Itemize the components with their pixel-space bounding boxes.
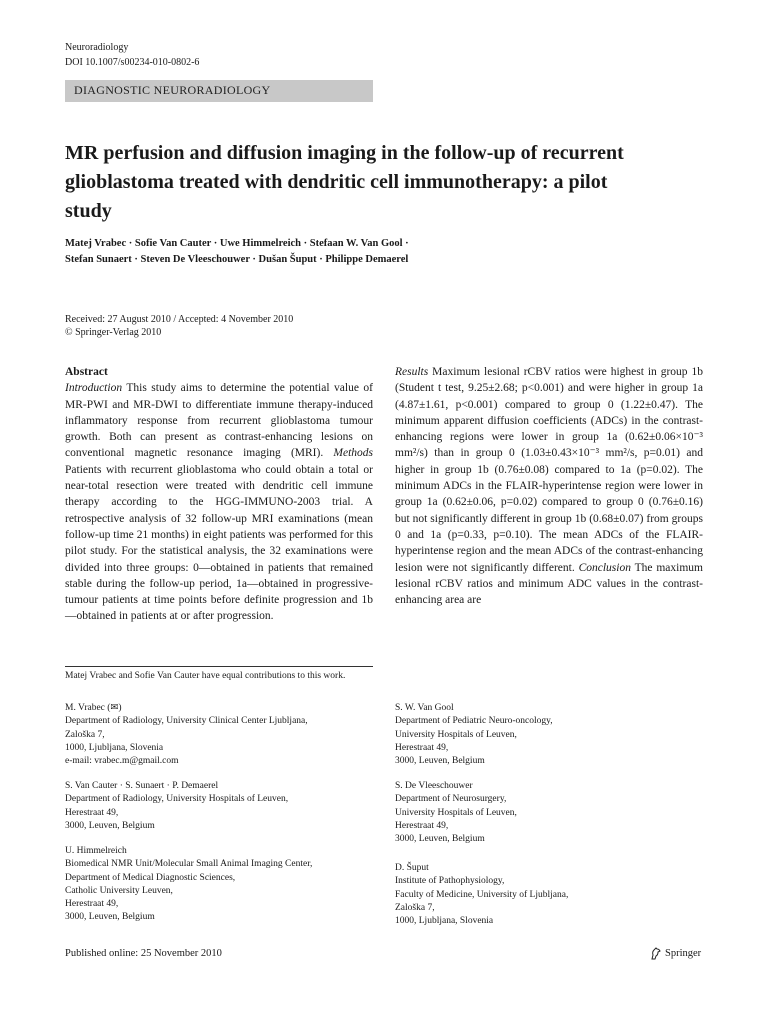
doi-link[interactable]: DOI 10.1007/s00234-010-0802-6: [65, 57, 200, 68]
affiliation-vrabec: [65, 702, 373, 768]
email-link[interactable]: e-mail: vrabec.m@gmail.com: [65, 756, 179, 767]
affiliation-line: Biomedical NMR Unit/Molecular Small Animal Imaging Center,: [65, 859, 313, 870]
methods-text: Patients with recurrent glioblastoma who could obtain a total or near-total resection were treated with dendritic cell immune therapy according to the HGG-IMMUNO-2003 trial. A retrospective analysis of 32 follow-up MRI examinations (mean follow-up time 21 months) in eight patients was performed for this pilot study. For the statistical analysis, the 32 examinations were divided into three groups: 0—obtained in patients that remained stable during the follow-up period, 1a—obtained in progressive-tumour patients at time points before definite progression and 1b—obtained in patients at or after progression.: [65, 463, 373, 623]
publisher-name: Springer: [665, 948, 702, 959]
abstract-heading: Abstract: [65, 366, 108, 378]
conclusion-text: The maximum lesional rCBV ratios and minimum ADC values in the contrast-enhancing area are: [395, 561, 703, 607]
affiliation-line: Department of Radiology, University Hospitals of Leuven,: [65, 794, 289, 805]
affiliation-line: 3000, Leuven, Belgium: [395, 756, 485, 767]
conclusion-label: Conclusion: [578, 561, 631, 574]
affiliation-line: Herestraat 49,: [65, 899, 119, 910]
authors-line-1: Matej Vrabec · Sofie Van Cauter · Uwe Himmelreich · Stefaan W. Van Gool ·: [65, 238, 409, 249]
affiliation-van-gool: [395, 702, 703, 768]
publisher-logo: [650, 947, 701, 960]
affiliation-line: Department of Radiology, University Clinical Center Ljubljana,: [65, 716, 308, 727]
author-list: [65, 236, 625, 268]
affiliation-line: S. De Vleeschouwer: [395, 781, 473, 791]
introduction-text: This study aims to determine the potential value of MR-PWI and MR-DWI to differentiate immune therapy-induced inflammatory response from recurrent glioblastoma tumour growth. Both can present as contrast-enhancing lesions on conventional magnetic resonance imaging (MRI).: [65, 382, 373, 460]
affiliation-line: S. W. Van Gool: [395, 703, 454, 713]
affiliation-suput: [395, 862, 703, 928]
affiliation-line: S. Van Cauter · S. Sunaert · P. Demaerel: [65, 781, 219, 791]
affiliation-line: M. Vrabec (✉): [65, 703, 122, 713]
journal-name: Neuroradiology: [65, 42, 129, 53]
abstract-left-column: [65, 364, 373, 625]
abstract-right-column: [395, 364, 703, 608]
affiliation-line: Herestraat 49,: [65, 807, 119, 818]
article-title: MR perfusion and diffusion imaging in the follow-up of recurrent glioblastoma treated with dendritic cell immunotherapy: a pilot study: [65, 142, 624, 222]
published-online-date: Published online: 25 November 2010: [65, 948, 222, 959]
section-banner: [65, 80, 373, 102]
affiliation-line: 1000, Ljubljana, Slovenia: [395, 916, 494, 927]
affiliation-line: Faculty of Medicine, University of Ljubljana,: [395, 889, 569, 900]
affiliation-himmelreich: [65, 845, 373, 925]
copyright-notice: © Springer-Verlag 2010: [65, 327, 162, 338]
authors-line-2: Stefan Sunaert · Steven De Vleeschouwer · Dušan Šuput · Philippe Demaerel: [65, 254, 409, 265]
affiliation-line: Department of Pediatric Neuro-oncology,: [395, 716, 553, 727]
results-text: Maximum lesional rCBV ratios were highest in group 1b (Student t test, 9.25±2.68; p<0.001) and were higher in group 1a (4.87±1.61, p<0.001) compared to group 0 (1.22±0.47). The minimum apparent diffusion coefficients (ADCs) in the contrast-enhancing regions were lower in group 1a (0.62±0.06×10⁻³ mm²/s) than in group 0 (1.03±0.43×10⁻³ mm²/s, p=0.01) and higher in group 1b (0.76±0.08) compared to 1a (p=0.02). The minimum ADCs in the FLAIR-hyperintense region were lower in group 1a (0.62±0.06, p=0.02) compared to group 0 (0.76±0.16) but not significantly different in group 1b (0.68±0.07) from groups 0 and 1a (p=0.33, p=0.10). The mean ADCs of the FLAIR-hyperintense region and the mean ADCs of the contrast-enhancing lesion were not significantly different.: [395, 366, 703, 574]
results-label: Results: [395, 366, 429, 378]
methods-label: Methods: [333, 447, 374, 460]
affiliation-line: Catholic University Leuven,: [65, 885, 173, 896]
affiliation-line: D. Šuput: [395, 863, 429, 873]
section-label: DIAGNOSTIC NEURORADIOLOGY: [74, 83, 271, 97]
affiliation-line: 3000, Leuven, Belgium: [395, 834, 485, 845]
affiliation-line: 3000, Leuven, Belgium: [65, 912, 155, 923]
affiliation-line: University Hospitals of Leuven,: [395, 807, 517, 818]
affiliation-line: U. Himmelreich: [65, 846, 127, 856]
springer-horse-icon: [650, 947, 662, 960]
affiliation-line: University Hospitals of Leuven,: [395, 729, 517, 740]
affiliation-line: Institute of Pathophysiology,: [395, 876, 505, 887]
affiliation-line: Herestraat 49,: [395, 742, 449, 753]
affiliation-leuven-radiology: [65, 780, 373, 833]
affiliation-line: 1000, Ljubljana, Slovenia: [65, 742, 164, 753]
received-dates: Received: 27 August 2010 / Accepted: 4 November 2010: [65, 314, 294, 325]
affiliation-line: Department of Medical Diagnostic Sciences,: [65, 872, 236, 883]
affiliation-line: Department of Neurosurgery,: [395, 794, 507, 805]
affiliation-line: Zaloška 7,: [65, 729, 105, 740]
introduction-label: Introduction: [65, 382, 123, 395]
equal-contribution-footnote: Matej Vrabec and Sofie Van Cauter have equal contributions to this work.: [65, 671, 346, 681]
affiliation-de-vleeschouwer: [395, 780, 703, 846]
affiliation-line: Zaloška 7,: [395, 902, 435, 913]
affiliation-line: 3000, Leuven, Belgium: [65, 820, 155, 831]
footnote-divider: [65, 666, 373, 667]
affiliation-line: Herestraat 49,: [395, 820, 449, 831]
